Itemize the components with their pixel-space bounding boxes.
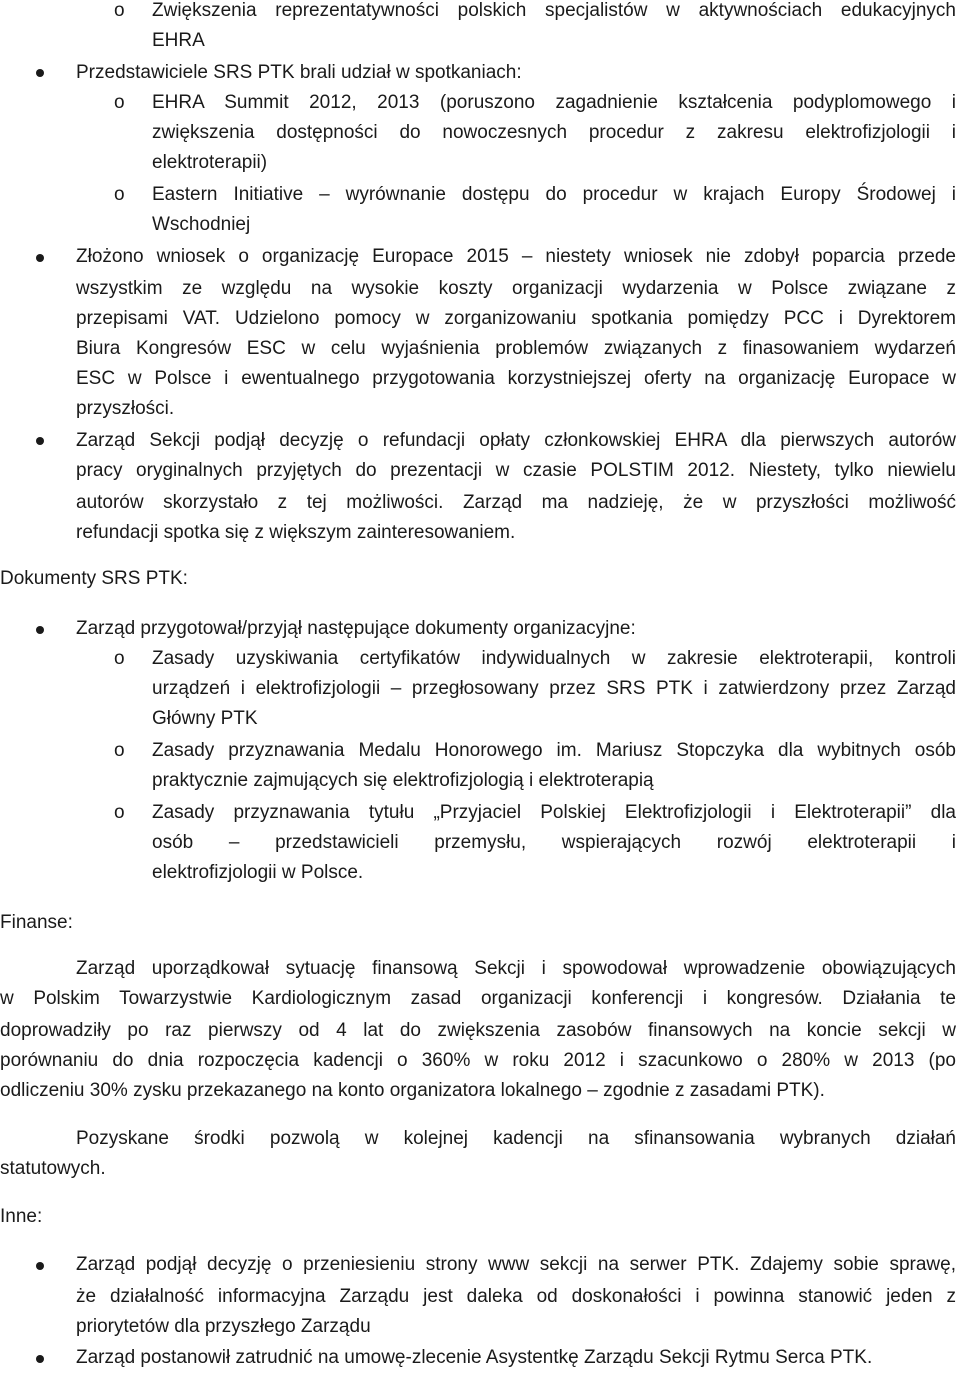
text-line: statutowych. — [0, 1158, 106, 1179]
text-line: Zarząd postanowił zatrudnić na umowę-zlecenie Asystentkę Zarządu Sekcji Rytmu Serca PTK. — [76, 1347, 873, 1368]
bullet-dot — [36, 437, 44, 445]
text-line: doprowadziły po raz pierwszy od 4 lat do zwiększenia zasobów finansowych na koncie sekcji w — [0, 1020, 956, 1041]
text-line: autorów skorzystało z tej możliwości. Zarząd ma nadzieję, że w przyszłości możliwość — [76, 492, 956, 513]
text-line: EHRA Summit 2012, 2013 (poruszono zagadnienie kształcenia podyplomowego i — [152, 92, 956, 113]
bullet-dot — [36, 626, 44, 634]
text-line: Zarząd przygotował/przyjął następujące dokumenty organizacyjne: — [76, 618, 636, 639]
text-line: Przedstawiciele SRS PTK brali udział w spotkaniach: — [76, 62, 522, 83]
text-line: EHRA — [152, 30, 205, 51]
text-line: elektrofizjologii w Polsce. — [152, 862, 364, 883]
section-heading-dokumenty: Dokumenty SRS PTK: — [0, 568, 188, 589]
text-line: Biura Kongresów ESC w celu wyjaśnienia problemów związanych z finasowaniem wydarzeń — [76, 338, 956, 359]
text-line: refundacji spotka się z większym zainteresowaniem. — [76, 522, 516, 543]
bullet-dot — [36, 254, 44, 262]
text-line: Zarząd podjął decyzję o przeniesieniu strony www sekcji na serwer PTK. Zdajemy sobie sprawę, — [76, 1254, 956, 1275]
text-line: Eastern Initiative – wyrównanie dostępu do procedur w krajach Europy Środowej i — [152, 184, 956, 205]
text-line: Główny PTK — [152, 708, 258, 729]
text-line: wszystkim ze względu na wysokie koszty organizacji wydarzenia w Polsce związane z — [76, 278, 956, 299]
bullet-dot — [36, 1262, 44, 1270]
text-line: że działalność informacyjna Zarządu jest daleka od doskonałości i powinna stanowić jeden z — [76, 1286, 956, 1307]
sub-bullet-marker: o — [114, 0, 125, 21]
text-line: odliczeniu 30% zysku przekazanego na konto organizatora lokalnego – zgodnie z zasadami PTK). — [0, 1080, 825, 1101]
text-line: porównaniu do dnia rozpoczęcia kadencji o 360% w roku 2012 i szacunkowo o 280% w 2013 (po — [0, 1050, 956, 1071]
sub-bullet-marker: o — [114, 648, 125, 669]
text-line: pracy oryginalnych przyjętych do prezentacji w czasie POLSTIM 2012. Niestety, tylko niewielu — [76, 460, 956, 481]
text-line: Złożono wniosek o organizację Europace 2015 – niestety wniosek nie zdobył poparcia przede — [76, 246, 956, 267]
text-line: zwiększenia dostępności do nowoczesnych procedur z zakresu elektrofizjologii i — [152, 122, 956, 143]
text-line: praktycznie zajmujących się elektrofizjologią i elektroterapią — [152, 770, 654, 791]
text-line: Pozyskane środki pozwolą w kolejnej kadencji na sfinansowania wybranych działań — [76, 1128, 956, 1149]
text-line: przepisami VAT. Udzielono pomocy w zorganizowaniu spotkania pomiędzy PCC i Dyrektorem — [76, 308, 956, 329]
text-line: elektroterapii) — [152, 152, 268, 173]
text-line: Zwiększenia reprezentatywności polskich specjalistów w aktywnościach edukacyjnych — [152, 0, 956, 21]
text-line: priorytetów dla przyszłego Zarządu — [76, 1316, 371, 1337]
text-line: w Polskim Towarzystwie Kardiologicznym zasad organizacji konferencji i kongresów. Działania te — [0, 988, 956, 1009]
text-line: Zasady przyznawania tytułu „Przyjaciel Polskiej Elektrofizjologii i Elektroterapii” dla — [152, 802, 956, 823]
sub-bullet-marker: o — [114, 802, 125, 823]
text-line: urządzeń i elektrofizjologii – przegłosowany przez SRS PTK i zatwierdzony przez Zarząd — [152, 678, 956, 699]
section-heading-finanse: Finanse: — [0, 912, 73, 933]
sub-bullet-marker: o — [114, 92, 125, 113]
sub-bullet-marker: o — [114, 184, 125, 205]
text-line: Zasady uzyskiwania certyfikatów indywidualnych w zakresie elektroterapii, kontroli — [152, 648, 956, 669]
sub-bullet-marker: o — [114, 740, 125, 761]
text-line: osób – przedstawicieli przemysłu, wspierających rozwój elektroterapii i — [152, 832, 956, 853]
text-line: Zasady przyznawania Medalu Honorowego im. Mariusz Stopczyka dla wybitnych osób — [152, 740, 956, 761]
text-line: Zarząd uporządkował sytuację finansową Sekcji i spowodował wprowadzenie obowiązujących — [76, 958, 956, 979]
text-line: Zarząd Sekcji podjął decyzję o refundacji opłaty członkowskiej EHRA dla pierwszych autorów — [76, 430, 956, 451]
bullet-dot — [36, 69, 44, 77]
text-line: ESC w Polsce i ewentualnego przygotowania korzystniejszej oferty na organizację Europace w — [76, 368, 956, 389]
text-line: Wschodniej — [152, 214, 251, 235]
section-heading-inne: Inne: — [0, 1206, 43, 1227]
text-line: przyszłości. — [76, 398, 175, 419]
bullet-dot — [36, 1355, 44, 1363]
